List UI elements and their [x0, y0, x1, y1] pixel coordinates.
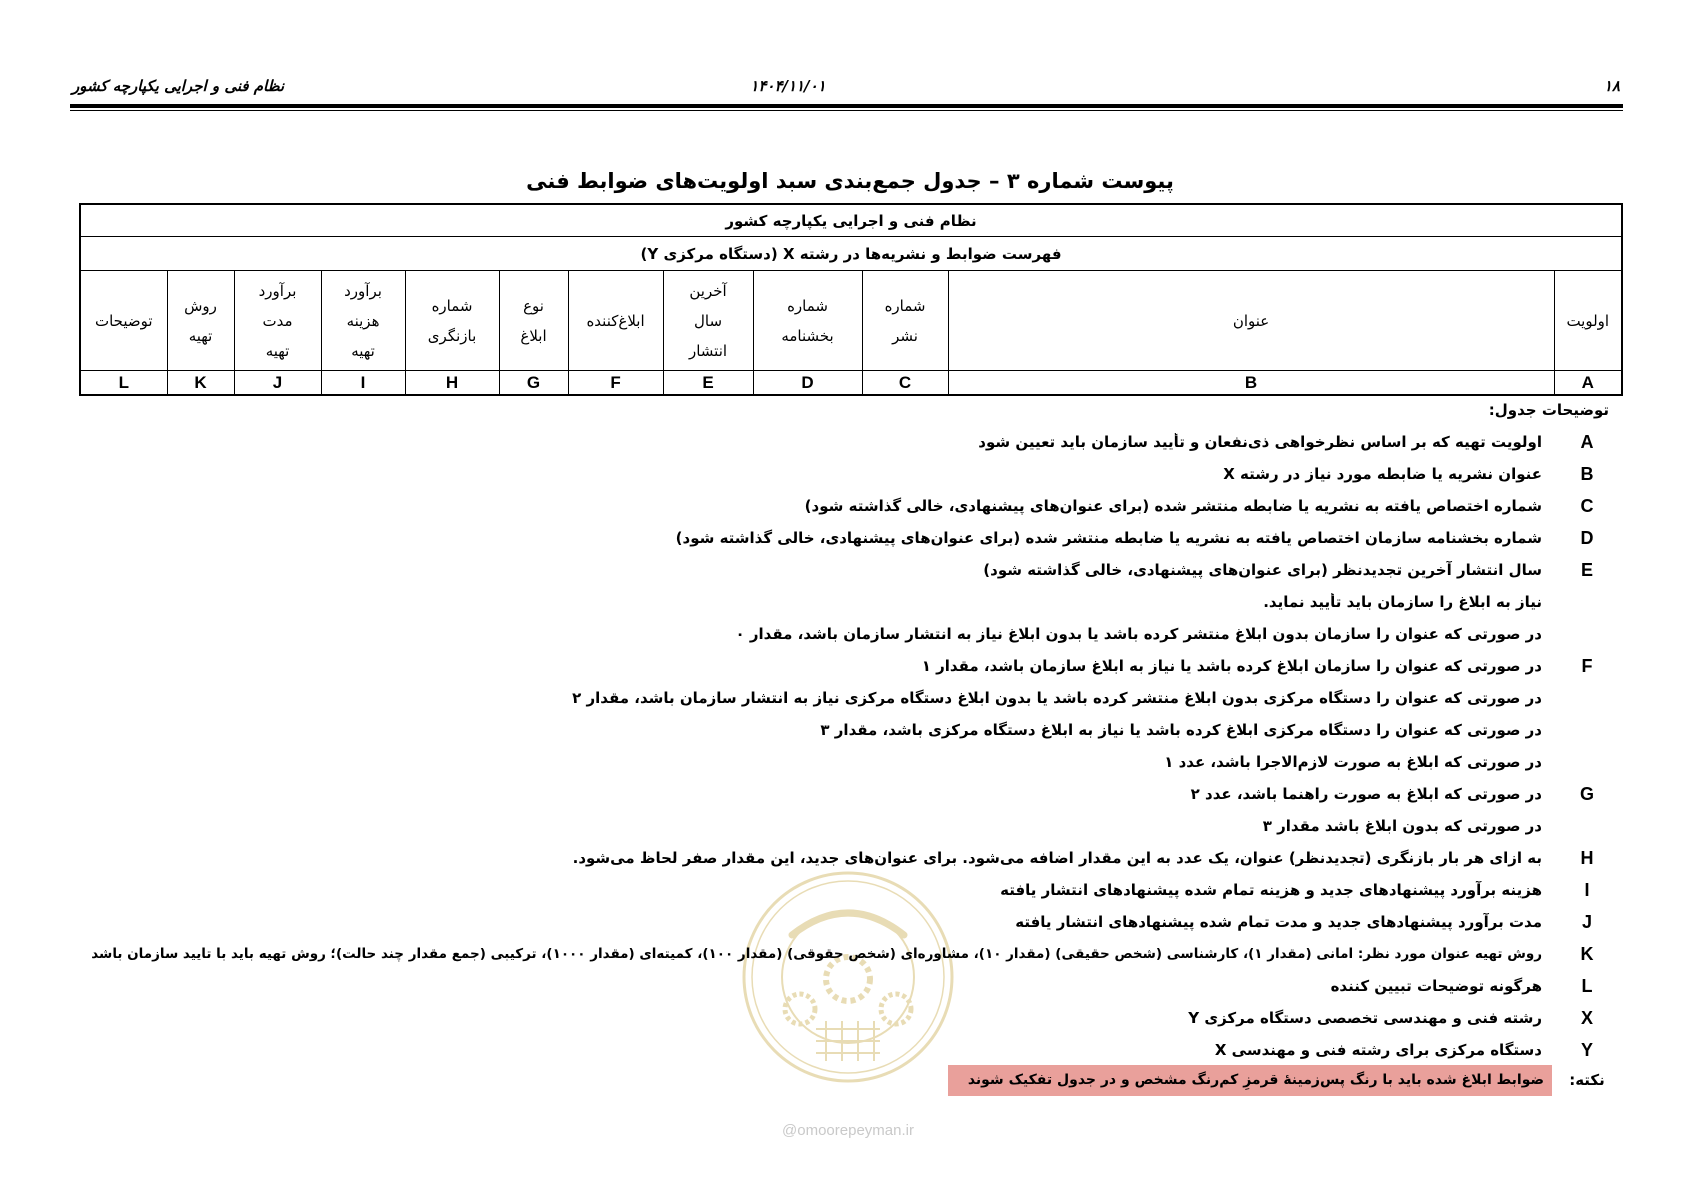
note-row — [80, 746, 1632, 778]
note-text: در صورتی که عنوان را دستگاه مرکزی ابلاغ کرده باشد یا نیاز به ابلاغ دستگاه مرکزی باشد، مقدار ۳ — [820, 721, 1542, 739]
table-caption-list: فهرست ضوابط و نشریه‌ها در رشته X (دستگاه مرکزی Y) — [80, 237, 1622, 271]
page-number: ۱۸ — [1603, 77, 1620, 95]
note-text: هزینه برآورد پیشنهادهای جدید و هزینه تمام شده پیشنهادهای انتشار یافته — [1000, 881, 1542, 899]
column-header-preparation-method: روش تهیه — [167, 271, 234, 371]
note-text: رشته فنی و مهندسی تخصصی دستگاه مرکزی Y — [1188, 1009, 1542, 1027]
table-caption-row — [80, 204, 1622, 237]
note-text: به ازای هر بار بازنگری (تجدیدنظر) عنوان، یک عدد به این مقدار اضافه می‌شود. برای عنوان‌های جدید، این مقدار صفر لحاظ می‌شود. — [572, 849, 1542, 867]
column-header-notification-type: نوع ابلاغ — [499, 271, 568, 371]
note-row — [80, 458, 1632, 490]
note-row — [80, 522, 1632, 554]
note-row — [80, 426, 1632, 458]
note-row — [80, 650, 1632, 682]
note-row — [80, 970, 1632, 1002]
note-row — [80, 714, 1632, 746]
table-code-row — [80, 371, 1622, 396]
note-key: L — [1581, 975, 1593, 996]
note-row — [80, 874, 1632, 906]
column-header-priority: اولویت — [1554, 271, 1622, 371]
column-code: G — [499, 371, 568, 396]
note-key: J — [1581, 911, 1592, 932]
notes-list — [80, 426, 1632, 1066]
note-text: در صورتی که عنوان را دستگاه مرکزی بدون ابلاغ منتشر کرده باشد یا بدون ابلاغ دستگاه مرکزی نیاز به انتشار سازمان باشد، مقدار ۲ — [572, 689, 1542, 707]
note-text: در صورتی که عنوان را سازمان بدون ابلاغ منتشر کرده باشد یا بدون ابلاغ نیاز به انتشار سازمان باشد، مقدار ۰ — [735, 625, 1542, 643]
column-header-description: توضیحات — [80, 271, 167, 371]
note-key: K — [1580, 943, 1594, 964]
note-text: روش تهیه عنوان مورد نظر: امانی (مقدار ۱)، کارشناسی (شخص حقیقی) (مقدار ۱۰)، مشاوره‌ای (شخص حقوقی) (مقدار ۱۰۰)، کمیته‌ای (مقدار ۱۰۰۰)، ترکیبی (جمع مقدار چند حالت)؛ روش تهیه باید با تایید سازمان باشد — [91, 946, 1542, 962]
column-header-title: عنوان — [948, 271, 1554, 371]
column-header-circular-number: شماره بخشنامه — [753, 271, 862, 371]
table-caption-system: نظام فنی و اجرایی یکپارچه کشور — [80, 204, 1622, 237]
column-code: J — [234, 371, 321, 396]
note-row — [80, 778, 1632, 810]
header-series-title: نظام فنی و اجرایی یکپارچه کشور — [72, 77, 285, 95]
note-row — [80, 906, 1632, 938]
note-row — [80, 842, 1632, 874]
note-key: X — [1580, 1007, 1593, 1028]
note-key: F — [1581, 655, 1593, 676]
note-row — [80, 1034, 1632, 1066]
note-key: I — [1584, 879, 1590, 900]
note-text: شماره اختصاص یافته به نشریه یا ضابطه منتشر شده (برای عنوان‌های پیشنهادی، خالی گذاشته شود) — [804, 497, 1542, 515]
note-text: شماره بخشنامه سازمان اختصاص یافته به نشریه یا ضابطه منتشر شده (برای عنوان‌های پیشنهادی، خالی گذاشته شود) — [675, 529, 1542, 547]
column-header-cost-estimate: برآورد هزینه تهیه — [321, 271, 405, 371]
remark-label: نکته: — [1569, 1071, 1605, 1089]
appendix-title: پیوست شماره ۳ – جدول جمع‌بندی سبد اولویت‌های ضوابط فنی — [526, 169, 1174, 193]
column-code: K — [167, 371, 234, 396]
note-text: در صورتی که ابلاغ به صورت لازم‌الاجرا باشد، عدد ۱ — [1164, 753, 1542, 771]
note-key: C — [1580, 495, 1594, 516]
note-text: مدت برآورد پیشنهادهای جدید و مدت تمام شده پیشنهادهای انتشار یافته — [1015, 913, 1542, 931]
column-code: B — [948, 371, 1554, 396]
column-header-issuer: ابلاغ‌کننده — [568, 271, 663, 371]
remark-box — [948, 1065, 1552, 1096]
note-key: D — [1580, 527, 1594, 548]
note-key: B — [1580, 463, 1594, 484]
note-text: اولویت تهیه که بر اساس نظرخواهی ذی‌نفعان و تأیید سازمان باید تعیین شود — [978, 433, 1542, 451]
header-date: ۱۴۰۴/۱۱/۰۱ — [750, 77, 826, 95]
note-text: عنوان نشریه یا ضابطه مورد نیاز در رشته X — [1223, 465, 1542, 483]
watermark-site: @omoorepeyman.ir — [782, 1122, 914, 1139]
note-row — [80, 810, 1632, 842]
priority-summary-table — [79, 203, 1623, 396]
note-text: در صورتی که عنوان را سازمان ابلاغ کرده باشد یا نیاز به ابلاغ سازمان باشد، مقدار ۱ — [921, 657, 1542, 675]
note-row — [80, 1002, 1632, 1034]
note-row — [80, 618, 1632, 650]
table-caption-row — [80, 237, 1622, 271]
note-key: Y — [1580, 1039, 1593, 1060]
note-key: A — [1580, 431, 1594, 452]
note-key: H — [1580, 847, 1594, 868]
note-text: نیاز به ابلاغ را سازمان باید تأیید نماید. — [1263, 593, 1542, 611]
column-code: C — [862, 371, 948, 396]
column-code: I — [321, 371, 405, 396]
column-header-duration-estimate: برآورد مدت تهیه — [234, 271, 321, 371]
column-header-revision-number: شماره بازنگری — [405, 271, 499, 371]
note-row — [80, 554, 1632, 586]
column-code: L — [80, 371, 167, 396]
column-header-last-publication-year: آخرین سال انتشار — [663, 271, 753, 371]
table-header-row — [80, 271, 1622, 371]
note-row — [80, 586, 1632, 618]
note-text: هرگونه توضیحات تبیین کننده — [1330, 977, 1542, 995]
remark-text: ضوابط ابلاغ شده باید با رنگ پس‌زمینهٔ قرمزِ کم‌رنگ مشخص و در جدول تفکیک شوند — [967, 1072, 1544, 1088]
column-code: H — [405, 371, 499, 396]
column-code: E — [663, 371, 753, 396]
note-row — [80, 682, 1632, 714]
note-key: E — [1580, 559, 1593, 580]
note-text: در صورتی که ابلاغ به صورت راهنما باشد، عدد ۲ — [1190, 785, 1542, 803]
note-row — [80, 938, 1632, 970]
column-code: A — [1554, 371, 1622, 396]
note-key: G — [1579, 783, 1594, 804]
note-text: سال انتشار آخرین تجدیدنظر (برای عنوان‌های پیشنهادی، خالی گذاشته شود) — [983, 561, 1542, 579]
note-text: در صورتی که بدون ابلاغ باشد مقدار ۳ — [1262, 817, 1542, 835]
header-double-rule — [70, 104, 1623, 111]
column-code: D — [753, 371, 862, 396]
column-header-publication-number: شماره نشر — [862, 271, 948, 371]
note-row — [80, 490, 1632, 522]
column-code: F — [568, 371, 663, 396]
notes-heading: توضیحات جدول: — [1488, 401, 1609, 419]
note-text: دستگاه مرکزی برای رشته فنی و مهندسی X — [1214, 1041, 1542, 1059]
